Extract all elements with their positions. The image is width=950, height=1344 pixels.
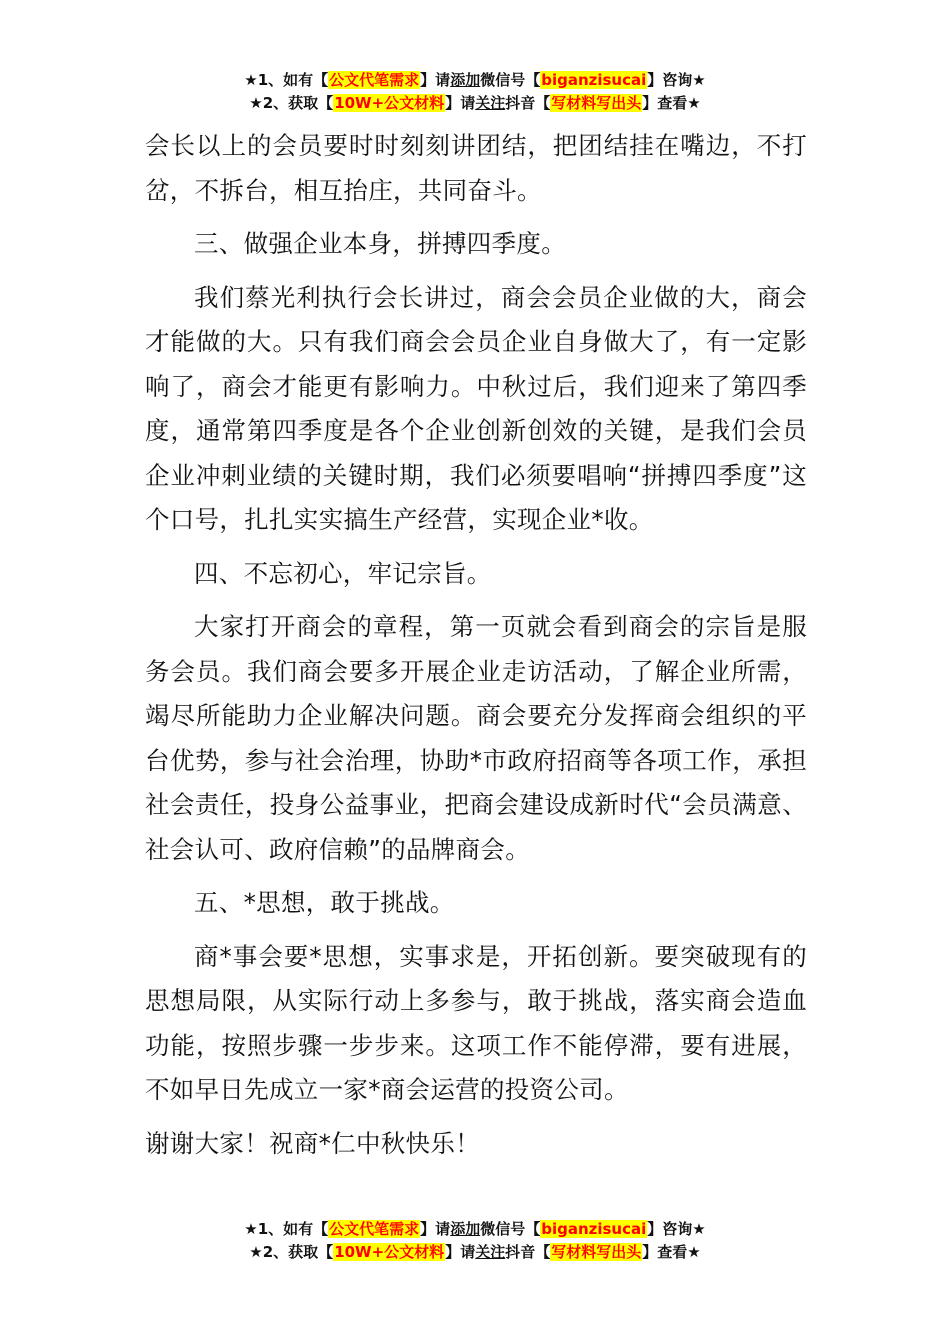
heading-section-three: 三、做强企业本身，拼搏四季度。 (194, 229, 566, 258)
banner-highlight-wechat: biganzisucai (541, 1220, 647, 1238)
heading-section-five: 五、*思想，敢于挑战。 (194, 888, 455, 917)
banner-line-2: ★2、获取【10W+公文材料】请关注抖音【写材料写出头】查看★ (249, 94, 701, 112)
banner-line-2: ★2、获取【10W+公文材料】请关注抖音【写材料写出头】查看★ (249, 1243, 701, 1261)
header-banner (0, 69, 950, 115)
banner-highlight-douyin: 写材料写出头 (551, 94, 642, 112)
banner-highlight-wechat: biganzisucai (541, 71, 647, 89)
paragraph-section-three: 我们蔡光利执行会长讲过，商会会员企业做的大，商会才能做的大。只有我们商会会员企业自身做大了，有一定影响了，商会才能更有影响力。中秋过后，我们迎来了第四季度，通常第四季度是各个企业创新创效的关键，是我们会员企业冲刺业绩的关键时期，我们必须要唱响“拼搏四季度”这个口号，扎扎实实搞生产经营，实现企业*收。 (145, 282, 807, 534)
closing-remarks: 谢谢大家！祝商*仁中秋快乐！ (145, 1128, 480, 1158)
paragraph-unity-continued: 会长以上的会员要时时刻刻讲团结，把团结挂在嘴边，不打岔，不拆台，相互抬庄，共同奋斗。 (145, 131, 807, 205)
banner-line-1: ★1、如有【公文代笔需求】请添加微信号【biganzisucai】咨询★ (244, 1220, 706, 1238)
heading-section-four: 四、不忘初心，牢记宗旨。 (194, 558, 492, 588)
banner-highlight-materials: 10W+公文材料 (334, 1243, 445, 1261)
banner-highlight-service: 公文代笔需求 (329, 1220, 420, 1238)
paragraph-section-four: 大家打开商会的章程，第一页就会看到商会的宗旨是服务会员。我们商会要多开展企业走访活动，了解企业所需，竭尽所能助力企业解决问题。商会要充分发挥商会组织的平台优势，参与社会治理，协助*市政府招商等各项工作，承担社会责任，投身公益事业，把商会建设成新时代“会员满意、社会认可、政府信赖”的品牌商会。 (145, 612, 807, 864)
banner-line-1: ★1、如有【公文代笔需求】请添加微信号【biganzisucai】咨询★ (244, 71, 706, 89)
paragraph-section-five: 商*事会要*思想，实事求是，开拓创新。要突破现有的思想局限，从实际行动上多参与，敢于挑战，落实商会造血功能，按照步骤一步步来。这项工作不能停滞，要有进展，不如早日先成立一家*商会运营的投资公司。 (145, 941, 807, 1104)
footer-banner (0, 1218, 950, 1264)
banner-highlight-service: 公文代笔需求 (329, 71, 420, 89)
document-body (145, 124, 807, 1175)
banner-highlight-douyin: 写材料写出头 (551, 1243, 642, 1261)
banner-highlight-materials: 10W+公文材料 (334, 94, 445, 112)
